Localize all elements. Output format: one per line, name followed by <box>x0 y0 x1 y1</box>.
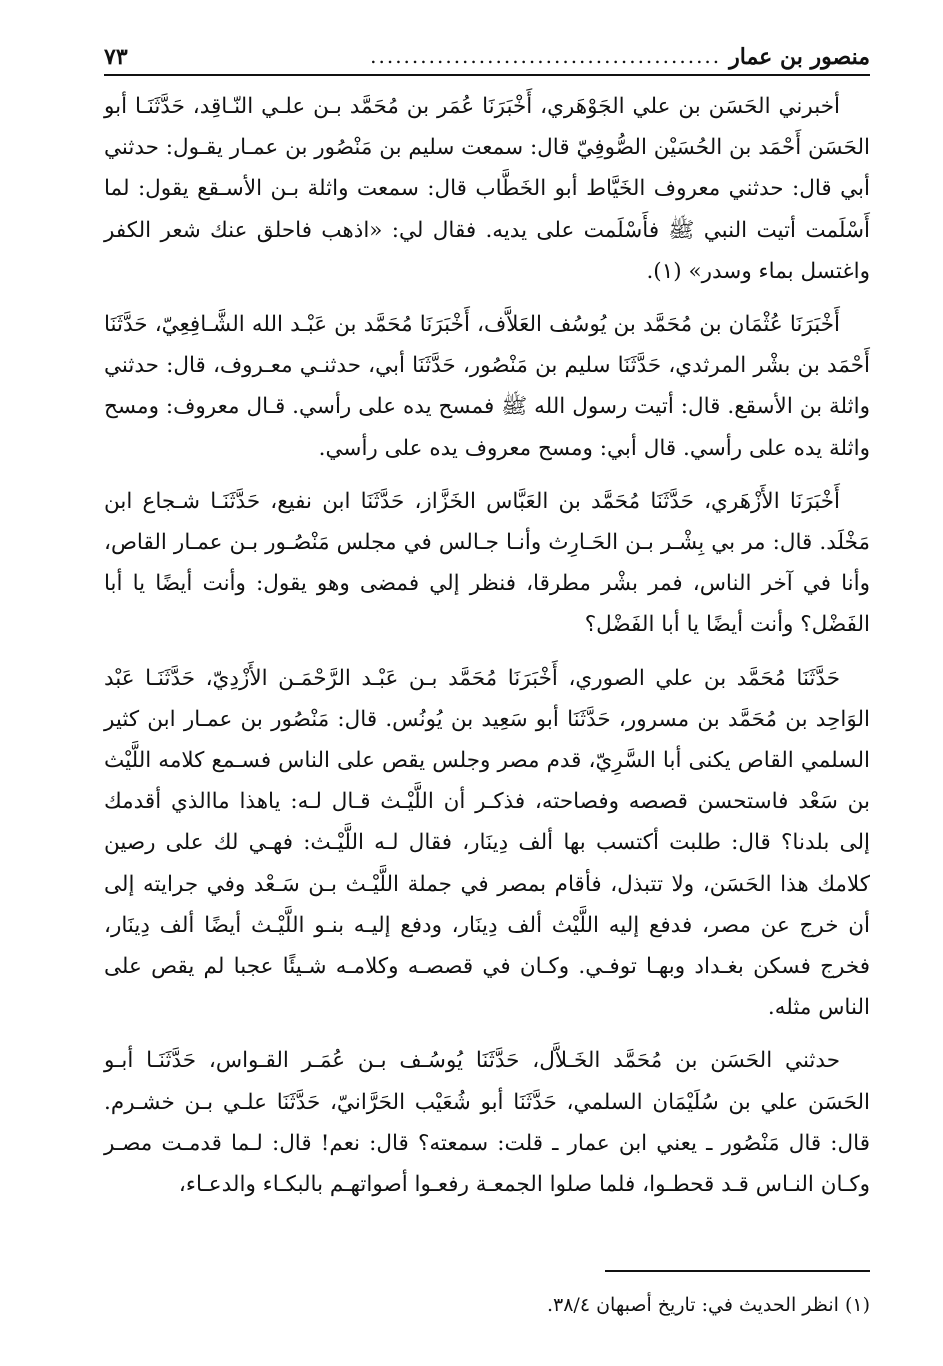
footnote-separator <box>605 1270 870 1272</box>
page-number: ٧٣ <box>104 44 128 70</box>
paragraph-1: أخبرني الحَسَن بن علي الجَوْهَري، أَخْبَرَنَا عُمَر بن مُحَمَّد بـن علـي النّـاقِد، حَدَّثَنَـا أبو الحَسَن أَحْمَد بن الحُسَيْن الصُّوفِيّ قال: سمعت سليم بن مَنْصُور بن عمـار يقـول: حدثني أبي قال: حدثني معروف الخَيَّاط أبو الخَطَّاب قال: سمعت واثلة بـن الأسـقع يقول: لما أَسْلَمت أتيت النبي ﷺ فأَسْلَمت على يديه. فقال لي: «اذهب فاحلق عنك شعر الكفر واغتسل بماء وسدر» (١). <box>103 94 870 284</box>
page-header <box>104 34 870 76</box>
paragraph-5: حدثني الحَسَن بن مُحَمَّد الخَـلاَّل، حَدَّثَنَا يُوسُـف بـن عُمَـر القـواس، حَدَّثَنَـا أبـو الحَسَن علي بن سُلَيْمَان السلمي، حَدَّثَنَا أبو شُعَيْب الحَرَّانيّ، حَدَّثَنَا علـي بـن خشـرم. قال: قال مَنْصُور ـ يعني ابن عمار ـ قلت: سمعته؟ قال: نعم! قال: لـما قدمـت مصـر وكـان النـاس قـد قحطـوا، فلما صلوا الجمعـة رفعـوا أصواتهـم بالبكـاء والدعـاء، <box>104 1048 870 1198</box>
paragraph-3: أَخْبَرَنَا الأَزْهَري، حَدَّثَنَا مُحَمَّد بن العَبَّاس الخَزَّاز، حَدَّثَنَا ابن نفيع، حَدَّثَنَـا شـجاع ابن مَخْلَد. قال: مر بي بِشْـر بـن الحَـارِث وأنـا جـالس في مجلس مَنْصُـور بـن عمـار القاص، وأنا في آخر الناس، فمر بشْر مطرقا، فنظر إلي فمضى وهو يقول: وأنت أيضًا يا أبا الفَضْل؟ وأنت أيضًا يا أبا الفَضْل؟ <box>104 488 870 638</box>
main-text <box>104 86 870 1217</box>
running-title: منصور بن عمار <box>729 44 870 70</box>
paragraph-2: أَخْبَرَنَا عُثْمَان بن مُحَمَّد بن يُوسُف العَلاَّف، أَخْبَرَنَا مُحَمَّد بن عَبْـد الله الشَّـافِعِيّ، حَدَّثَنَا أَحْمَد بن بشْر المرثدي، حَدَّثَنَا سليم بن مَنْصُور، حَدَّثَنَا أبي، حدثنـي معـروف، قال: حدثني واثلة بن الأسقع. قال: أتيت رسول الله ﷺ فمسح يده على رأسي. قـال معروف: ومسح واثلة يده على رأسي. قال أبي: ومسح معروف يده على رأسي. <box>104 312 871 461</box>
paragraph-4: حَدَّثَنَا مُحَمَّد بن علي الصوري، أَخْبَرَنَا مُحَمَّد بـن عَبْـد الرَّحْمَـن الأَزْدِيّ، حَدَّثَنَـا عَبْد الوَاحِد بن مُحَمَّد بن مسرور، حَدَّثَنَا أبو سَعِيد بن يُونُس. قال: مَنْصُور بن عمـار ابن كثير السلمي القاص يكنى أبا السَّرِيّ، قدم مصر وجلس يقص على الناس فسـمع كلامه اللَّيْث بن سَعْد فاستحسن قصصه وفصاحته، فذكـر أن اللَّيْـث قـال لـه: ياهذا ماالذي أقدمك إلى بلدنا؟ قال: طلبت أكتسب بها ألف دِينَار، فقال لـه اللَّيْـث: فهـي لك على رصين كلامك هذا الحَسَن، ولا تتبذل، فأقام بمصر في جملة اللَّيْـث بـن سَـعْد وفي جرايته إلى أن خرج عن مصر، فدفع إليه اللَّيْث ألف دِينَار، ودفع إليـه بنـو اللَّيْـث أيضًا ألف دِينَار، فخرج فسكن بغـداد وبهـا توفـي. وكـان في قصصـه وكلامـه شـيئًا عجبا لم يقص على الناس مثله. <box>104 665 870 1021</box>
footnote: (١) انظر الحديث في: تاريخ أصبهان ٣٨/٤. <box>546 1294 870 1316</box>
leader-dots: .......................................... <box>370 44 722 68</box>
